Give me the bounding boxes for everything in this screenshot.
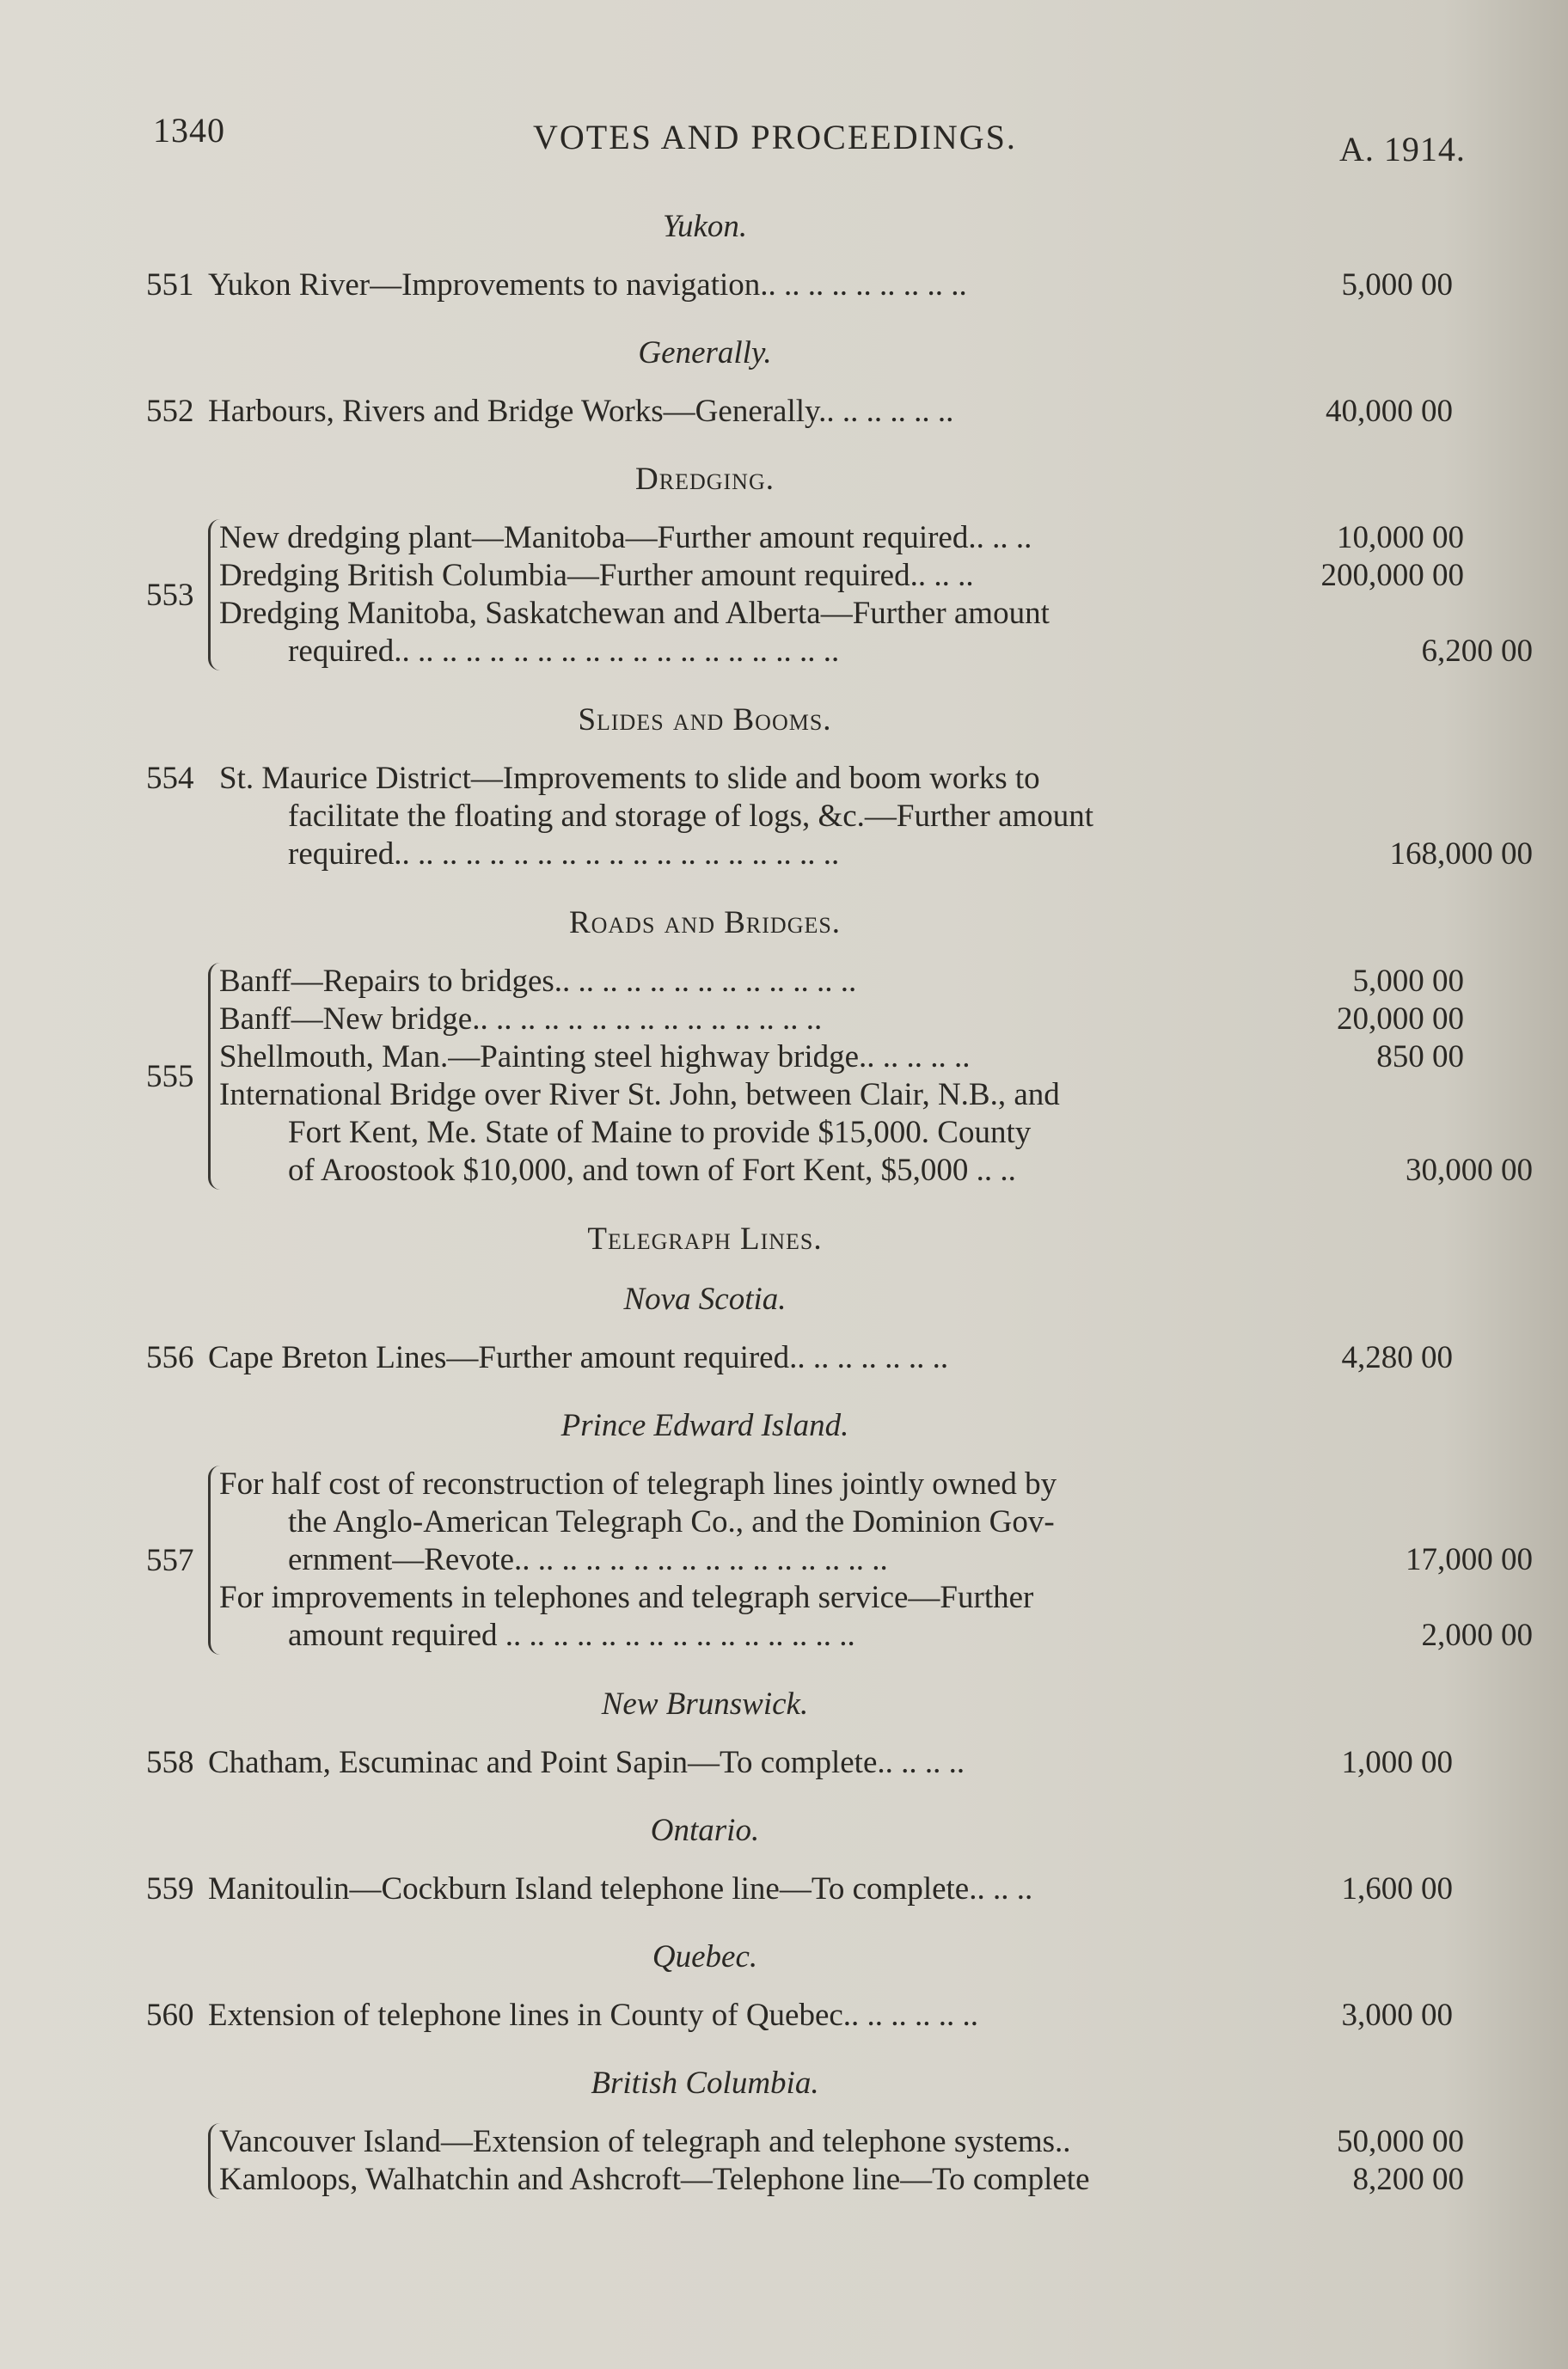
item-amount: 2,000 00 (1421, 1618, 1533, 1653)
item-558 (146, 1744, 1470, 1781)
group-line (219, 1152, 1533, 1190)
item-amount: 5,000 00 (1352, 964, 1464, 999)
item-description: Cape Breton Lines—Further amount required.. .. .. .. .. .. .. (208, 1340, 949, 1375)
group-line (219, 1503, 1265, 1541)
item-description: Banff—Repairs to bridges.. .. .. .. .. .. .. .. .. .. .. .. .. (219, 964, 857, 999)
group-line (219, 557, 1464, 595)
group-line (219, 1038, 1464, 1076)
item-number: 554 (146, 761, 194, 796)
section-heading-slides: Slides and Booms. (578, 702, 832, 738)
page-number: 1340 (153, 111, 225, 150)
group-line (219, 633, 1533, 670)
item-amount: 3,000 00 (1341, 1998, 1453, 2033)
item-description: New dredging plant—Manitoba—Further amount required.. .. .. (219, 520, 1032, 555)
item-number: 560 (146, 1998, 194, 2033)
group-line (219, 1579, 1265, 1617)
item-description: St. Maurice District—Improvements to slide and boom works to (219, 761, 1040, 796)
page-header (0, 110, 1568, 168)
section-heading-british-columbia: British Columbia. (591, 2066, 819, 2101)
item-amount: 850 00 (1376, 1039, 1464, 1074)
section-heading-yukon: Yukon. (662, 209, 748, 244)
brace-group (208, 963, 1533, 1190)
item-amount: 17,000 00 (1406, 1542, 1533, 1577)
item-552 (146, 393, 1470, 430)
group-line (219, 1076, 1265, 1114)
item-description: required.. .. .. .. .. .. .. .. .. .. .. .. .. .. .. .. .. .. .. (288, 634, 840, 669)
item-description: of Aroostook $10,000, and town of Fort Kent, $5,000 .. .. (288, 1153, 1016, 1188)
group-line (219, 1466, 1265, 1503)
section-heading-dredging: Dredging. (635, 462, 775, 497)
item-number: 557 (146, 1542, 194, 1578)
item-amount: 30,000 00 (1406, 1153, 1533, 1188)
item-amount: 168,000 00 (1389, 836, 1533, 872)
running-title: VOTES AND PROCEEDINGS. (533, 118, 1017, 156)
item-amount: 1,600 00 (1341, 1871, 1453, 1907)
item-number: 553 (146, 577, 194, 613)
item-amount: 20,000 00 (1337, 1001, 1464, 1037)
item-number: 558 (146, 1745, 194, 1780)
section-heading-roads: Roads and Bridges. (568, 905, 842, 940)
group-line (219, 2161, 1464, 2199)
section-heading-telegraph: Telegraph Lines. (587, 1221, 823, 1257)
item-description: Extension of telephone lines in County of Quebec.. .. .. .. .. .. (208, 1998, 979, 2033)
item-description: Dredging British Columbia—Further amount required.. .. .. (219, 558, 974, 593)
brace-group (208, 1466, 1533, 1655)
item-number: 559 (146, 1871, 194, 1907)
group-line (219, 1001, 1464, 1038)
item-description: Yukon River—Improvements to navigation.. .. .. .. .. .. .. .. .. (208, 267, 967, 303)
item-amount: 6,200 00 (1421, 634, 1533, 669)
group-line (219, 519, 1464, 557)
item-560 (146, 1997, 1470, 2034)
estimates-list (146, 206, 1533, 2228)
group-line (219, 1617, 1533, 1655)
section-heading-ontario: Ontario. (650, 1813, 760, 1848)
item-amount: 50,000 00 (1337, 2124, 1464, 2159)
brace-group (208, 2123, 1464, 2199)
item-description: For improvements in telephones and telegraph service—Further (219, 1580, 1034, 1615)
item-description: Dredging Manitoba, Saskatchewan and Alberta—Further amount (219, 596, 1050, 631)
item-number: 551 (146, 267, 194, 303)
item-amount: 4,280 00 (1341, 1340, 1453, 1375)
group-line (219, 1114, 1265, 1152)
brace-group (208, 519, 1533, 670)
item-553-group (146, 519, 1533, 670)
item-description: Shellmouth, Man.—Painting steel highway bridge.. .. .. .. .. (219, 1039, 971, 1074)
item-amount: 200,000 00 (1320, 558, 1464, 593)
item-description: required.. .. .. .. .. .. .. .. .. .. .. .. .. .. .. .. .. .. .. (288, 836, 840, 872)
group-line (219, 1541, 1533, 1579)
group-line (219, 963, 1464, 1001)
item-555-group (146, 963, 1533, 1190)
item-description: International Bridge over River St. John, between Clair, N.B., and (219, 1077, 1060, 1112)
item-description: Kamloops, Walhatchin and Ashcroft—Telephone line—To complete (219, 2162, 1090, 2197)
item-description: Chatham, Escuminac and Point Sapin—To complete.. .. .. .. (208, 1745, 965, 1780)
section-heading-pei: Prince Edward Island. (560, 1408, 849, 1443)
item-amount: 40,000 00 (1326, 394, 1453, 429)
section-heading-nova-scotia: Nova Scotia. (623, 1282, 787, 1317)
item-557-group (146, 1466, 1533, 1655)
year-label: A. 1914. (1339, 130, 1466, 168)
item-description: Harbours, Rivers and Bridge Works—Generally.. .. .. .. .. .. (208, 394, 954, 429)
item-amount: 5,000 00 (1341, 267, 1453, 303)
section-heading-quebec: Quebec. (652, 1939, 758, 1974)
item-description: ernment—Revote.. .. .. .. .. .. .. .. .. .. .. .. .. .. .. .. (288, 1542, 888, 1577)
item-number: 552 (146, 394, 194, 429)
group-line (219, 595, 1265, 633)
group-line (219, 2123, 1464, 2161)
item-551 (146, 266, 1470, 303)
item-554 (146, 760, 1533, 873)
item-amount: 10,000 00 (1337, 520, 1464, 555)
section-heading-generally: Generally. (638, 335, 772, 370)
item-number: 555 (146, 1058, 194, 1094)
section-heading-new-brunswick: New Brunswick. (601, 1686, 809, 1722)
item-description: Fort Kent, Me. State of Maine to provide $15,000. County (288, 1115, 1032, 1150)
item-556 (146, 1339, 1470, 1376)
item-amount: 1,000 00 (1341, 1745, 1453, 1780)
item-number: 556 (146, 1340, 194, 1375)
item-559 (146, 1870, 1470, 1907)
item-description: facilitate the floating and storage of logs, &c.—Further amount (288, 799, 1094, 834)
item-description: amount required .. .. .. .. .. .. .. .. .. .. .. .. .. .. .. (288, 1618, 855, 1653)
item-description: For half cost of reconstruction of telegraph lines jointly owned by (219, 1466, 1057, 1502)
item-561-group (146, 2123, 1470, 2199)
item-amount: 8,200 00 (1352, 2162, 1464, 2197)
item-description: the Anglo-American Telegraph Co., and the Dominion Gov- (288, 1504, 1055, 1540)
item-description: Manitoulin—Cockburn Island telephone line—To complete.. .. .. (208, 1871, 1033, 1907)
item-description: Banff—New bridge.. .. .. .. .. .. .. .. .. .. .. .. .. .. .. (219, 1001, 823, 1037)
item-description: Vancouver Island—Extension of telegraph and telephone systems.. (219, 2124, 1071, 2159)
